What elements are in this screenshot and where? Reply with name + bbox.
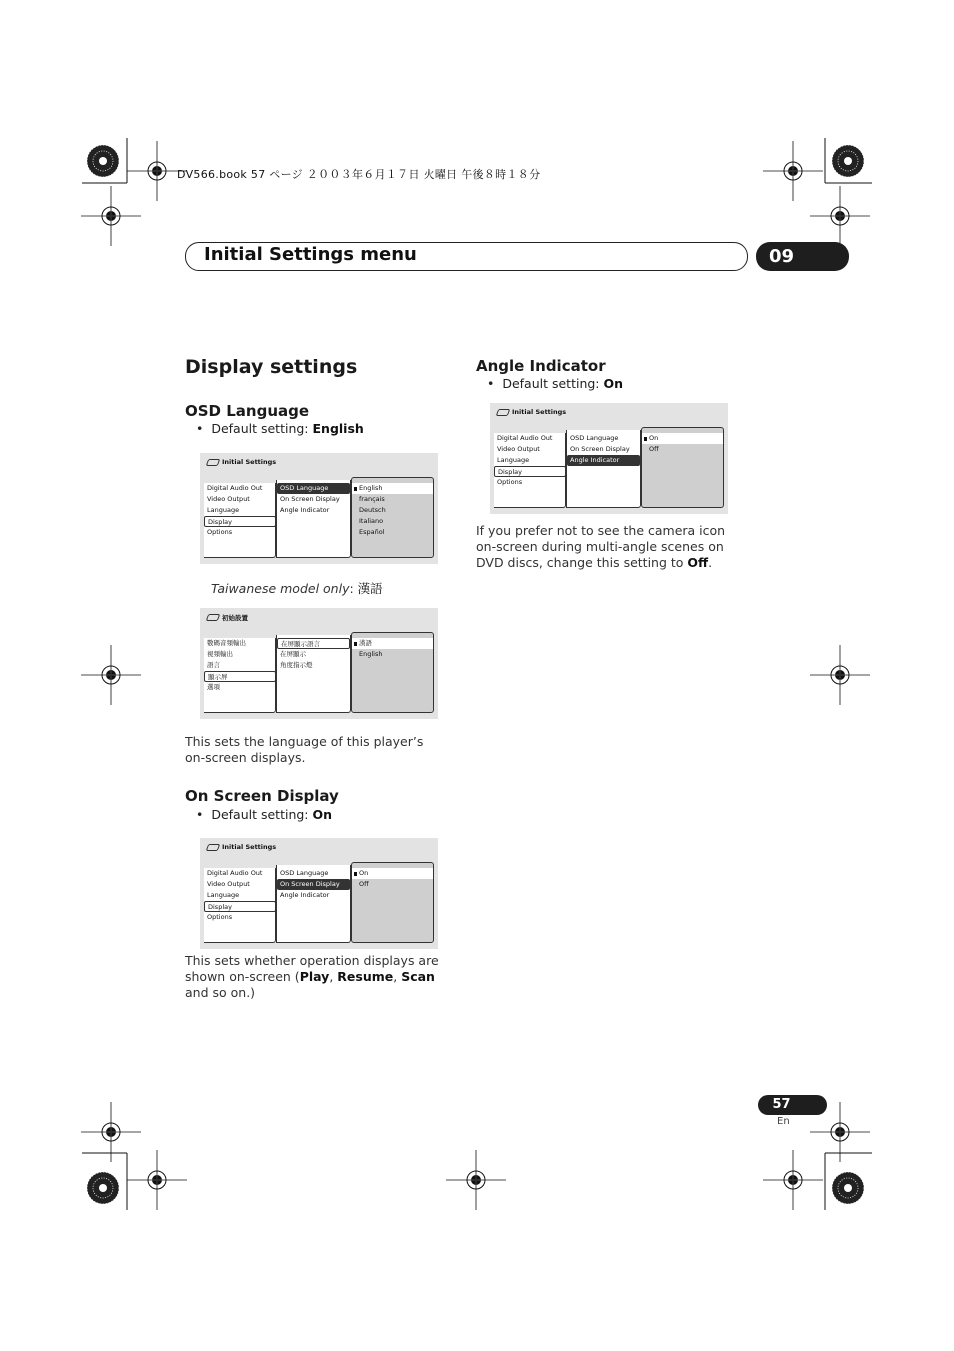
angle-indicator-screen: Initial Settings Digital Audio Out Video Output Language Display Options OSD Language On Screen Display Angle Indicator On Off: [490, 403, 728, 514]
angle-description: If you prefer not to see the camera icon on-screen during multi-angle scenes on DVD discs, change this setting to Off.: [476, 523, 726, 570]
on-screen-display-screen: Initial Settings Digital Audio Out Video Output Language Display Options OSD Language On Screen Display Angle Indicator On Off: [200, 838, 438, 949]
settings-icon: [206, 459, 221, 466]
osd-default-setting: • Default setting: English: [196, 421, 364, 436]
settings-icon: [206, 614, 221, 621]
onscreen-default-setting: • Default setting: On: [196, 807, 333, 822]
settings-icon: [206, 844, 221, 851]
on-screen-display-heading: On Screen Display: [185, 787, 339, 805]
onscreen-description: This sets whether operation displays are shown on-screen (Play, Resume, Scan and so on.): [185, 953, 439, 1000]
print-info-line: DV566.book 57 ページ ２００３年６月１７日 火曜日 午後８時１８分: [177, 168, 541, 181]
page-title: Initial Settings menu: [204, 244, 417, 265]
page-language: En: [777, 1116, 790, 1127]
osd-language-heading: OSD Language: [185, 402, 310, 420]
taiwan-note: Taiwanese model only: 漢語: [211, 581, 383, 596]
settings-icon: [496, 409, 511, 416]
osd-language-screen-tw: 初始設置 數碼音頻輸出 視頻輸出 語言 顯示屏 選項 在屏顯示語言 在屏顯示 角度指示燈 漢語 English: [200, 608, 438, 719]
angle-default-setting: • Default setting: On: [487, 376, 624, 391]
page-number: 57: [758, 1095, 827, 1115]
section-title: Display settings: [185, 356, 358, 378]
osd-description: This sets the language of this player’s on-screen displays.: [185, 734, 424, 765]
angle-indicator-heading: Angle Indicator: [476, 357, 606, 375]
osd-language-screen-en: Initial Settings Digital Audio Out Video Output Language Display Options OSD Language On Screen Display Angle Indicator English français Deutsch Italiano Español: [200, 453, 438, 564]
chapter-number: 09: [756, 242, 849, 271]
